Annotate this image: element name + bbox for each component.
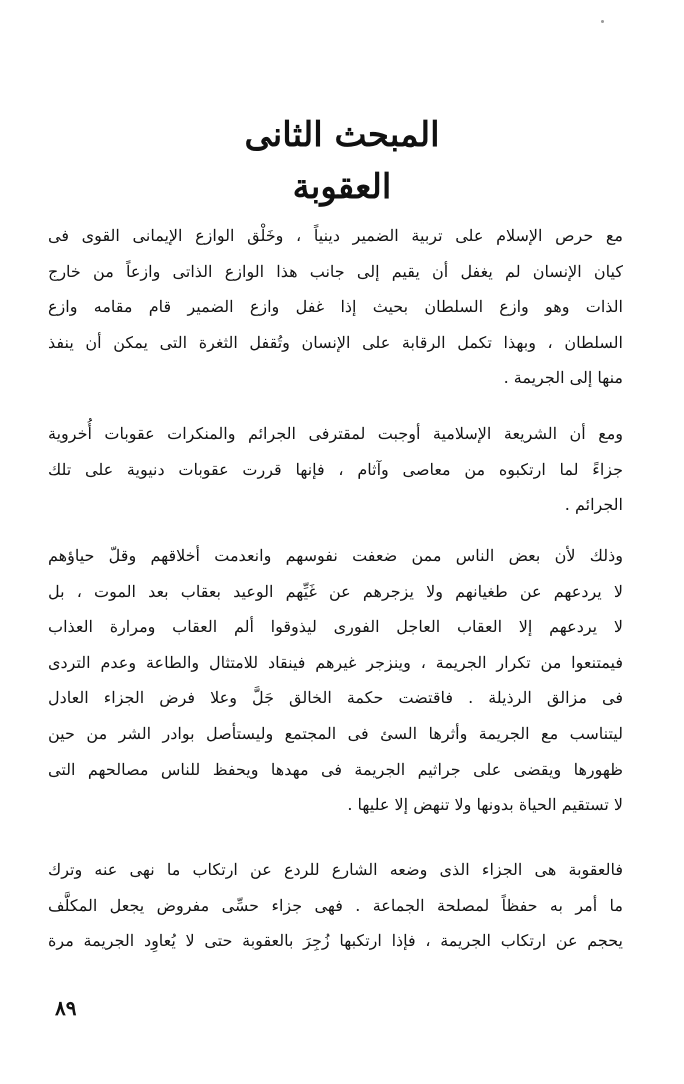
paragraph-line: الذات وهو وازع السلطان بحيث إذا غفل وازع الضمير قام مقامه وازع bbox=[48, 297, 623, 317]
paragraph-line: ظهورها ويقضى على جراثيم الجريمة فى مهدها ويحفظ للناس مصالحهم التى bbox=[48, 759, 623, 779]
paragraph-line: وذلك لأن بعض الناس ممن ضعفت نفوسهم وانعدمت أخلاقهم وقلّ حياؤهم bbox=[48, 546, 623, 565]
paragraph-line: مع حرص الإسلام على تربية الضمير دينياً ، وخَلْق الوازع الإيمانى القوى فى bbox=[48, 226, 623, 245]
paragraph-line: ليتناسب مع الجريمة وأثرها السئ فى المجتمع وليستأصل بوادر الشر من حين bbox=[48, 723, 623, 743]
paragraph-line: لا تستقيم الحياة بدونها ولا تنهض إلا عليها . bbox=[347, 795, 623, 815]
body-text bbox=[48, 416, 623, 523]
paragraph-line: جزاءً لما ارتكبوه من معاصى وآثام ، فإنها قررت عقوبات دنيوية على تلك bbox=[48, 459, 623, 479]
paragraph-2 bbox=[48, 416, 623, 523]
paragraph-line: فيمتنعوا من تكرار الجريمة ، وينزجر غيرهم فينقاد للامتثال والطاعة وعدم التردى bbox=[48, 652, 623, 672]
body-text bbox=[48, 852, 623, 959]
body-text bbox=[48, 538, 623, 823]
paragraph-line: الجرائم . bbox=[564, 495, 623, 515]
paragraph-4 bbox=[48, 852, 623, 959]
paragraph-3 bbox=[48, 538, 623, 823]
body-text bbox=[48, 218, 623, 396]
section-title: المبحث الثانى bbox=[244, 115, 440, 155]
paragraph-line: لا يردعهم إلا العقاب العاجل الفورى ليذوقوا ألم العقاب ومرارة العذاب bbox=[48, 617, 623, 637]
paragraph-line: لا يردعهم عن طغيانهم ولا يزجرهم عن غَيِّهم الوعيد بعقاب بعد الموت ، بل bbox=[48, 581, 623, 601]
paragraph-line: السلطان ، وبهذا تكمل الرقابة على الإنسان وتُقفل الثغرة التى يمكن أن ينفذ bbox=[48, 332, 623, 352]
paragraph-line: ومع أن الشريعة الإسلامية أوجبت لمقترفى الجرائم والمنكرات عقوبات أُخروية bbox=[48, 424, 624, 443]
paragraph-line: كيان الإنسان لم يغفل أن يقيم إلى جانب هذا الوازع الذاتى وازعاً من خارج bbox=[48, 261, 623, 281]
paragraph-line: ما أمر به حفظاً لمصلحة الجماعة . فهى جزاء حسِّى مفروض يجعل المكلَّف bbox=[48, 895, 623, 915]
section-subtitle: العقوبة bbox=[292, 167, 392, 207]
paragraph-1 bbox=[48, 218, 623, 396]
scan-dot bbox=[601, 20, 604, 23]
paragraph-line: منها إلى الجريمة . bbox=[503, 368, 623, 388]
paragraph-line: يحجم عن ارتكاب الجريمة ، فإذا ارتكبها زُجِرَ بالعقوبة حتى لا يُعاوِد الجريمة مرة bbox=[48, 931, 623, 951]
paragraph-line: فالعقوبة هى الجزاء الذى وضعه الشارع للردع عن ارتكاب ما نهى عنه وترك bbox=[48, 860, 623, 879]
page-number: ٨٩ bbox=[55, 996, 77, 1020]
paragraph-line: فى مزالق الرذيلة . فاقتضت حكمة الخالق جَلَّ وعلا فرض الجزاء العادل bbox=[48, 688, 623, 708]
